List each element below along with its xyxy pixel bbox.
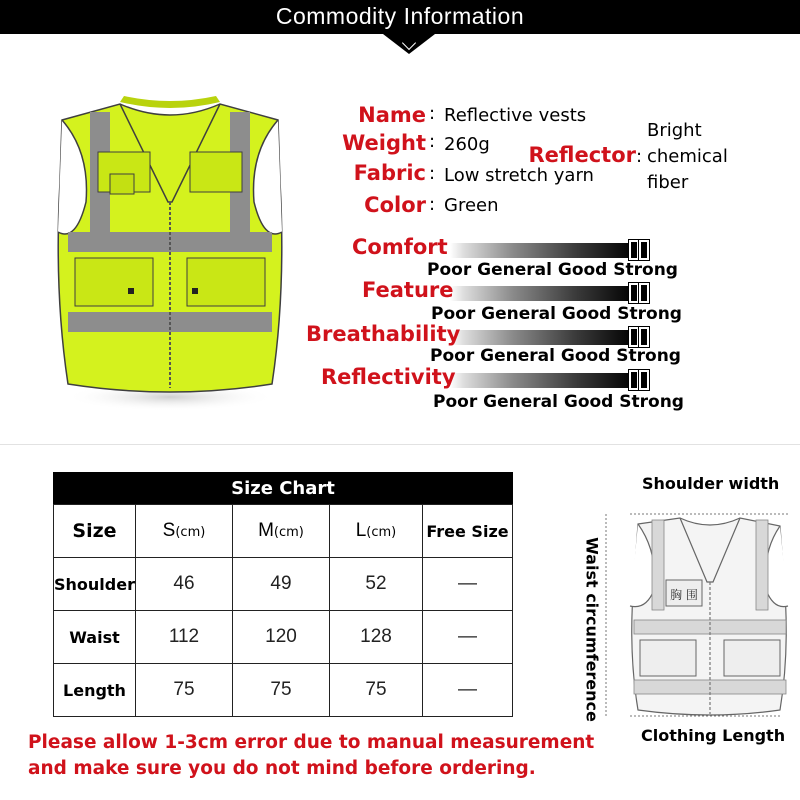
rating-label: Reflectivity [321,365,456,389]
reflector-label: Reflector [528,143,636,167]
pocket-text: 胸 围 [670,588,698,602]
rating-scale: Poor General Good Strong [433,392,684,412]
row-label: Waist [54,611,136,664]
rating-bar [450,243,630,258]
size-chart [53,472,513,717]
reflector-value-line: Bright [647,120,702,141]
waist-circumference-label: Waist circumference [582,537,602,722]
fabric-label: Fabric [353,161,426,185]
table-cell: 52 [329,558,422,611]
rating-bar-end [639,370,649,390]
header-cell: S(cm) [135,505,232,558]
rating-bar-end [629,327,639,347]
clothing-length-label: Clothing Length [641,726,786,745]
rating-scale: Poor General Good Strong [431,304,682,324]
reflector-value-line: fiber [647,172,689,193]
table-cell: 49 [232,558,329,611]
header-cell: Free Size [422,505,512,558]
reflector-value-line: chemical [647,146,728,167]
table-cell: 75 [329,664,422,717]
rating-label: Feature [362,278,454,302]
table-cell: — [422,558,512,611]
banner-title: Commodity Information [275,3,525,29]
shoulder-width-label: Shoulder width [642,474,780,493]
name-colon: : [429,103,436,124]
weight-label: Weight [342,131,426,155]
rating-bar [450,286,630,301]
header-cell: L(cm) [329,505,422,558]
rating-scale: Poor General Good Strong [427,260,678,280]
rating-bar-end [639,240,649,260]
row-label: Shoulder [54,558,136,611]
name-label: Name [358,103,426,127]
name-value: Reflective vests [444,105,587,126]
color-colon: : [429,194,436,215]
table-cell: 46 [135,558,232,611]
table-cell: 75 [232,664,329,717]
table-cell: — [422,611,512,664]
fabric-value: Low stretch yarn [444,165,594,186]
table-row [54,611,513,664]
table-row [54,664,513,717]
rating-bar [450,373,630,388]
weight-value: 260g [444,134,490,155]
table-cell: 75 [135,664,232,717]
table-cell: 112 [135,611,232,664]
section-divider [0,444,800,445]
rating-bar [450,330,630,345]
rating-label: Breathability [306,322,461,346]
table-row [54,558,513,611]
header-cell: M(cm) [232,505,329,558]
fabric-colon: : [429,163,436,184]
rating-scale: Poor General Good Strong [430,346,681,366]
rating-bar-end [629,283,639,303]
vest-product-image [50,92,290,417]
measurement-note: Please allow 1-3cm error due to manual measurement [28,732,595,753]
size-chart-title: Size Chart [53,472,513,504]
table-cell: 120 [232,611,329,664]
measurement-note: and make sure you do not mind before ordering. [28,758,536,779]
rating-bar-end [629,240,639,260]
table-cell: 128 [329,611,422,664]
vest-diagram [600,500,800,725]
table-cell: — [422,664,512,717]
rating-label: Comfort [352,235,448,259]
color-label: Color [364,193,426,217]
header-cell: Size [54,505,136,558]
color-value: Green [444,195,499,216]
table-header-row [54,505,513,558]
reflector-colon: : [636,146,643,167]
reflector-value [647,118,728,196]
rating-bar-end [629,370,639,390]
size-table [53,504,513,717]
rating-bar-end [639,327,649,347]
row-label: Length [54,664,136,717]
rating-bar-end [639,283,649,303]
weight-colon: : [429,131,436,152]
